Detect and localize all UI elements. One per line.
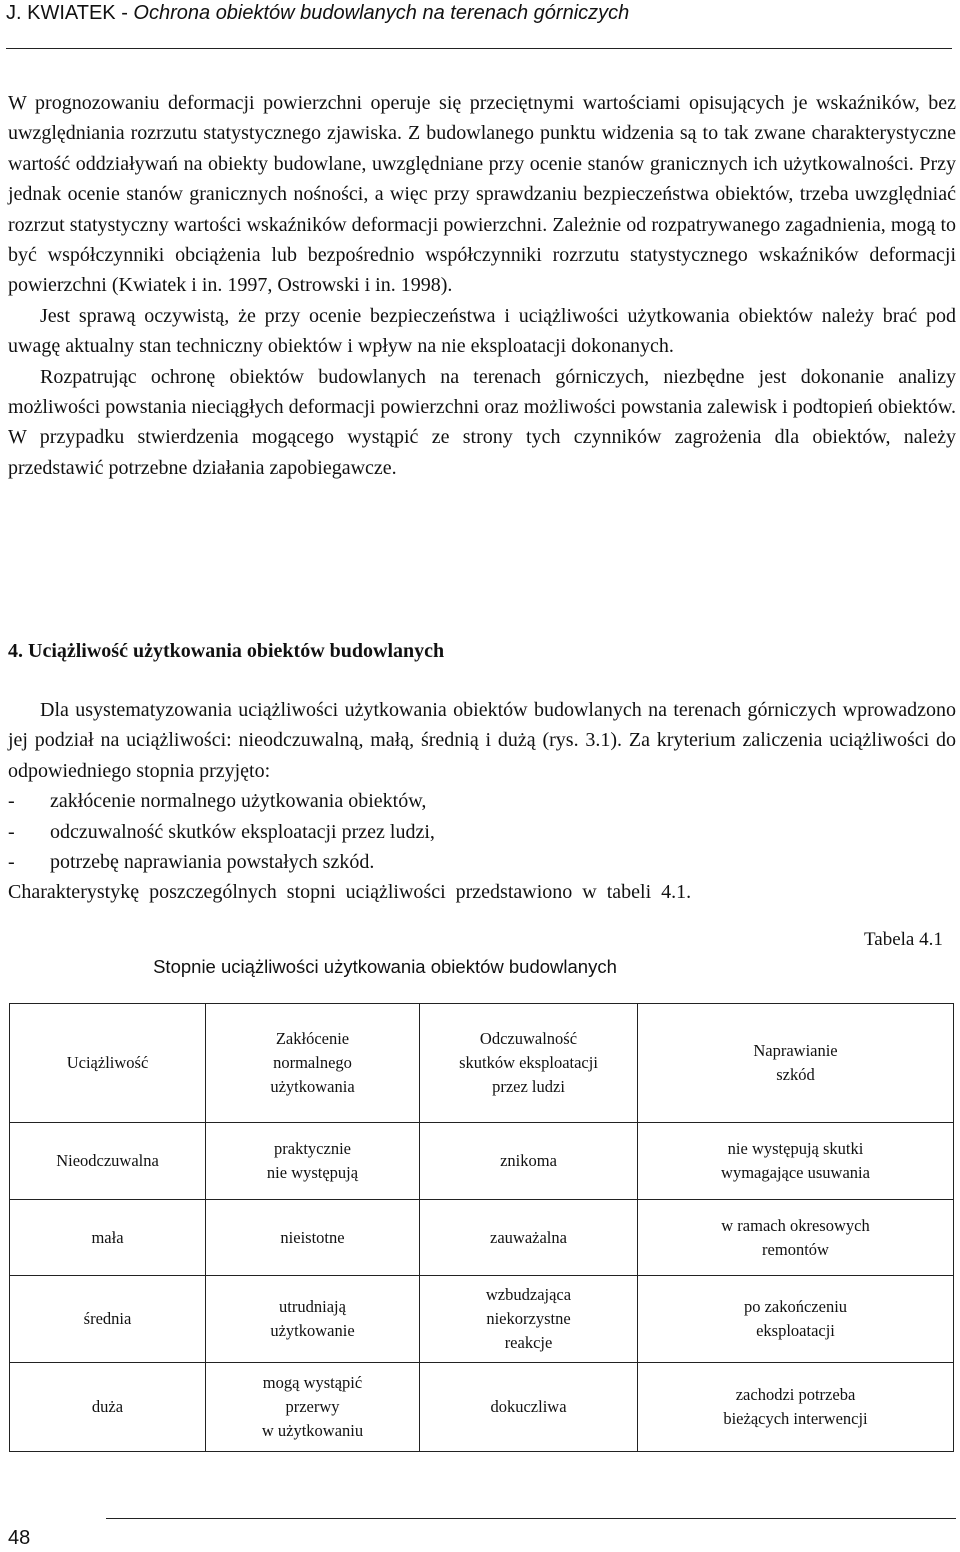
section-heading: 4. Uciążliwość użytkowania obiektów budowlanych (8, 640, 445, 662)
table-cell: praktycznie nie występują (206, 1123, 420, 1200)
table-row (10, 1276, 954, 1363)
body-text (8, 88, 956, 483)
list-dash: - (8, 820, 15, 843)
table-header-cell: Uciążliwość (10, 1004, 206, 1123)
list-item-text: odczuwalność skutków eksploatacji przez ludzi, (50, 820, 435, 843)
list-item (8, 817, 956, 847)
table-cell: nieistotne (206, 1200, 420, 1276)
table-cell: średnia (10, 1276, 206, 1363)
paragraph-2: Jest sprawą oczywistą, że przy ocenie bezpieczeństwa i uciążliwości użytkowania obiektów należy brać pod uwagę aktualny stan techniczny obiektów i wpływ na nie eksploatacji dokonanych. (8, 304, 956, 358)
table-header-cell: Naprawianie szkód (638, 1004, 954, 1123)
table-cell: mała (10, 1200, 206, 1276)
paragraph-3: Rozpatrując ochronę obiektów budowlanych na terenach górniczych, niezbędne jest dokonanie analizy możliwości powstania nieciągłych deformacji powierzchni oraz możliwości powstania zalewisk i podtopień obiektów. W przypadku stwierdzenia mogącego wystąpić ze strony tych czynników zagrożenia dla obiektów, należy przedstawić potrzebne działania zapobiegawcze. (8, 365, 956, 479)
table-cell: zauważalna (420, 1200, 638, 1276)
table-cell: wzbudzająca niekorzystne reakcje (420, 1276, 638, 1363)
section-intro: Dla usystematyzowania uciążliwości użytkowania obiektów budowlanych na terenach górniczych wprowadzono jej podział na uciążliwości: nieodczuwalną, małą, średnią i dużą (rys. 3.1). Za kryterium zaliczenia uciążliwości do odpowiedniego stopnia przyjęto: (8, 699, 956, 782)
table-caption: Stopnie uciążliwości użytkowania obiektów budowlanych (153, 956, 617, 977)
table-cell: po zakończeniu eksploatacji (638, 1276, 954, 1363)
table-number: Tabela 4.1 (864, 929, 943, 950)
list-item-text: potrzebę naprawiania powstałych szkód. (50, 851, 375, 874)
table-cell: w ramach okresowych remontów (638, 1200, 954, 1276)
table-row (10, 1200, 954, 1276)
table-cell: zachodzi potrzeba bieżących interwencji (638, 1363, 954, 1452)
header-rule (6, 48, 952, 49)
criteria-list (8, 786, 956, 877)
list-item-text: zakłócenie normalnego użytkowania obiektów, (50, 790, 427, 813)
table-header-cell: Zakłócenie normalnego użytkowania (206, 1004, 420, 1123)
section-text (8, 695, 956, 908)
table-row (10, 1123, 954, 1200)
paragraph-1: W prognozowaniu deformacji powierzchni operuje się przeciętnymi wartościami opisujących je wskaźników, bez uwzględniania rozrzutu statystycznego zjawiska. Z budowlanego punktu widzenia są to tak zwane charakterystyczne wartość oddziaływań na obiekty budowlane, uwzględniane przy ocenie stanów granicznych ich użytkowalności. Przy jednak ocenie stanów granicznych nośności, a więc przy sprawdzaniu bezpieczeństwa obiektów, trzeba uwzględniać rozrzut statystyczny wartości wskaźników deformacji powierzchni. Zależnie od rozpatrywanego zagadnienia, mogą to być współczynniki obciążenia lub bezpośrednio współczynniki rozrzutu statystycznego wskaźników deformacji powierzchni (Kwiatek i in. 1997, Ostrowski i in. 1998). (8, 92, 956, 297)
table-cell: nie występują skutki wymagające usuwania (638, 1123, 954, 1200)
page-number: 48 (8, 1527, 31, 1549)
list-dash: - (8, 851, 15, 874)
table-cell: dokuczliwa (420, 1363, 638, 1452)
table-caption-wrap (0, 955, 960, 979)
header-author: J. KWIATEK - (6, 2, 134, 24)
running-header (6, 0, 956, 26)
nuisance-grades-table (9, 1003, 954, 1452)
table-cell: utrudniają użytkowanie (206, 1276, 420, 1363)
footer-rule (106, 1518, 956, 1519)
table-cell: znikoma (420, 1123, 638, 1200)
list-item (8, 786, 956, 816)
table-cell: Nieodczuwalna (10, 1123, 206, 1200)
header-title: Ochrona obiektów budowlanych na terenach górniczych (133, 2, 630, 24)
section-summary: Charakterystykę poszczególnych stopni uciążliwości przedstawiono w tabeli 4.1. (8, 881, 692, 904)
table-cell: mogą wystąpić przerwy w użytkowaniu (206, 1363, 420, 1452)
table-cell: duża (10, 1363, 206, 1452)
list-dash: - (8, 790, 15, 813)
table-row (10, 1363, 954, 1452)
table-header-row (10, 1004, 954, 1123)
list-item (8, 847, 956, 877)
table-header-cell: Odczuwalność skutków eksploatacji przez ludzi (420, 1004, 638, 1123)
